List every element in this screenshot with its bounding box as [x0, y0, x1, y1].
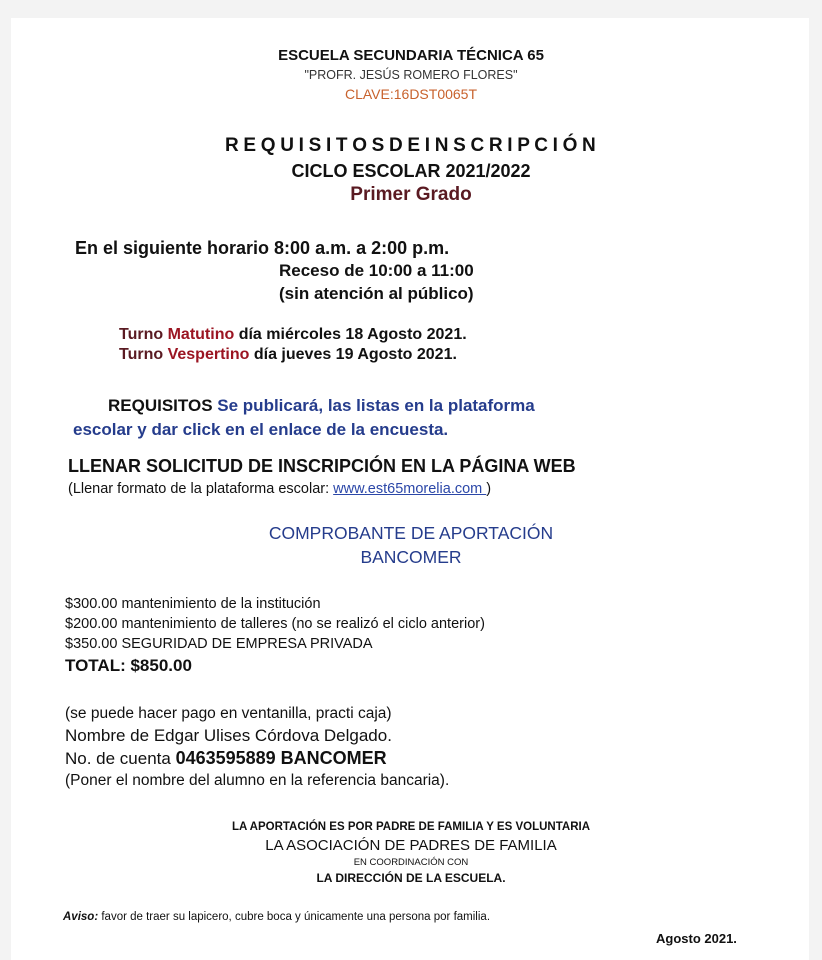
school-website-link[interactable]: www.est65morelia.com — [333, 481, 487, 497]
receipt-heading: COMPROBANTE DE APORTACIÓN — [268, 523, 554, 543]
page-title: R E Q U I S I T O S D E I N S C R I P C I Ó N — [225, 135, 597, 156]
schedule-recess: Receso de 10:00 a 11:00 — [279, 261, 474, 280]
school-honoree: "PROFR. JESÚS ROMERO FLORES" — [304, 68, 518, 82]
fee-item: $200.00 mantenimiento de talleres (no se realizó el ciclo anterior) — [65, 616, 485, 632]
account-info — [65, 748, 387, 769]
application-note-close: ) — [486, 481, 492, 497]
payment-window-note: (se puede hacer pago en ventanilla, practi caja) — [65, 705, 392, 722]
requirements-line2: escolar y dar click en el enlace de la encuesta. — [73, 420, 449, 439]
fee-total: TOTAL: $850.00 — [65, 656, 192, 675]
reference-note: (Poner el nombre del alumno en la referencia bancaria). — [65, 772, 450, 789]
requirements-line1 — [108, 396, 535, 416]
shift-name: Matutino — [167, 326, 235, 343]
fee-item: $300.00 mantenimiento de la institución — [65, 596, 321, 612]
association-name: LA ASOCIACIÓN DE PADRES DE FAMILIA — [265, 837, 557, 854]
school-key: CLAVE:16DST0065T — [344, 86, 478, 102]
notice-text: favor de traer su lapicero, cubre boca y únicamente una persona por familia. — [98, 911, 491, 923]
school-name: ESCUELA SECUNDARIA TÉCNICA 65 — [278, 47, 544, 64]
notice-label: Aviso: — [63, 911, 99, 923]
fee-item: $350.00 SEGURIDAD DE EMPRESA PRIVADA — [65, 636, 373, 652]
coordination-note: EN COORDINACIÓN CON — [353, 857, 469, 868]
notice — [63, 911, 490, 923]
application-heading: LLENAR SOLICITUD DE INSCRIPCIÓN EN LA PÁGINA WEB — [68, 456, 576, 476]
application-note — [68, 481, 491, 497]
shift-name: Vespertino — [167, 346, 250, 363]
school-direction: LA DIRECCIÓN DE LA ESCUELA. — [316, 871, 506, 885]
receipt-bank: BANCOMER — [360, 547, 462, 567]
schedule-no-attention: (sin atención al público) — [279, 284, 474, 303]
document-date: Agosto 2021. — [656, 931, 737, 946]
account-label: No. de cuenta — [65, 749, 176, 768]
requirements-text: Se publicará, las listas en la plataforma — [217, 396, 535, 415]
account-number: 0463595889 BANCOMER — [175, 748, 387, 768]
shift-date: día jueves 19 Agosto 2021. — [253, 346, 457, 363]
voluntary-note: LA APORTACIÓN ES POR PADRE DE FAMILIA Y ES VOLUNTARIA — [231, 821, 591, 833]
grade-label: Primer Grado — [350, 184, 472, 205]
application-note-text: (Llenar formato de la plataforma escolar: — [68, 481, 334, 497]
shift-date: día miércoles 18 Agosto 2021. — [238, 326, 467, 343]
school-cycle: CICLO ESCOLAR 2021/2022 — [291, 161, 531, 181]
shift-afternoon — [119, 346, 457, 364]
schedule-hours: En el siguiente horario 8:00 a.m. a 2:00 p.m. — [75, 238, 450, 258]
shift-morning — [119, 326, 467, 344]
requirements-label: REQUISITOS — [108, 396, 213, 415]
account-holder: Nombre de Edgar Ulises Córdova Delgado. — [65, 726, 392, 745]
shift-turno-label: Turno — [119, 326, 164, 343]
shift-turno-label: Turno — [119, 346, 164, 363]
